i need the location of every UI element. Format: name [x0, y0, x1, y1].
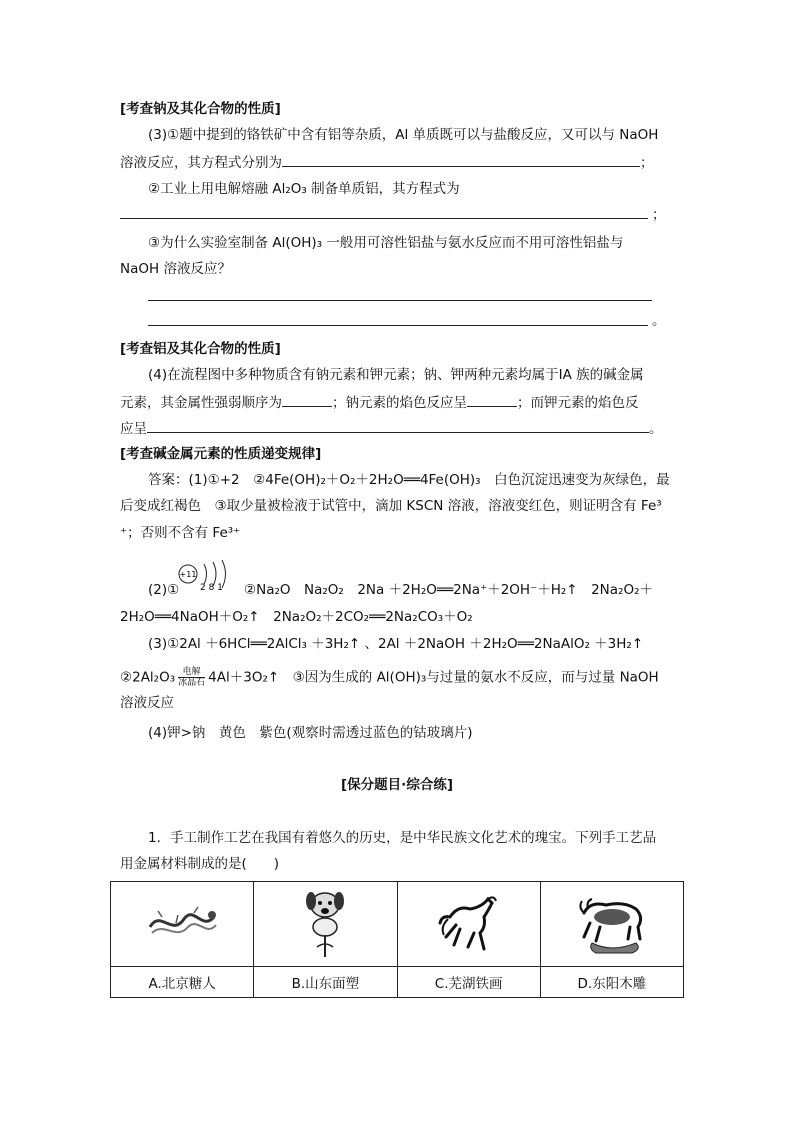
question-text: (3)①题中提到的铬铁矿中含有铝等杂质，Al 单质既可以与盐酸反应，又可以与 NaOH	[148, 127, 659, 143]
wood-carving-bull-image	[572, 887, 652, 957]
answer-text: ②Na₂O Na₂O₂ 2Na ＋2H₂O══2Na⁺＋2OH⁻＋H₂↑ 2Na₂O₂＋	[244, 582, 653, 598]
question-text: 1．手工制作工艺在我国有着悠久的历史，是中华民族文化艺术的瑰宝。下列手工艺品	[148, 830, 657, 846]
answer-text: 答案：(1)①+2 ②4Fe(OH)₂＋O₂＋2H₂O══4Fe(OH)₃ 白色沉淀迅速变为灰绿色，最	[148, 472, 670, 488]
answer-text: ⁺；否则不含有 Fe³⁺	[120, 525, 241, 541]
answer-blank[interactable]	[282, 392, 332, 407]
option-label[interactable]: D.东阳木雕	[540, 967, 683, 998]
electron-shell-arc	[204, 564, 207, 584]
option-label[interactable]: C.芜湖铁画	[397, 967, 540, 998]
section-heading: [保分题目·综合练]	[341, 777, 453, 793]
question-text: (4)在流程图中多种物质含有钠元素和钾元素；钠、钾两种元素均属于ⅠA 族的碱金属	[148, 367, 644, 383]
question-text: 应呈 。	[120, 418, 663, 438]
iron-horse-painting-image	[434, 887, 504, 957]
option-image-cell[interactable]	[397, 882, 540, 967]
answer-text: (3)①2Al ＋6HCl══2AlCl₃ ＋3H₂↑ 、2Al ＋2NaOH ＋2H₂O══2NaAlO₂ ＋3H₂↑	[148, 636, 644, 652]
answer-blank[interactable]	[467, 392, 517, 407]
answer-label: (2)①	[148, 582, 180, 598]
answer-line[interactable]	[148, 300, 652, 301]
section-heading: [考查铝及其化合物的性质]	[120, 341, 281, 357]
option-image-cell[interactable]	[540, 882, 683, 967]
option-image-cell[interactable]	[254, 882, 397, 967]
answer-text: ②2Al₂O₃ $\frac{\text{电解}}{\text{冰晶石}}$ 4Al＋3O₂↑ ③因为生成的 Al(OH)₃与过量的氨水不反应，而与过量 NaOH	[120, 667, 659, 688]
section-heading: [考查钠及其化合物的性质]	[120, 101, 281, 117]
answer-text: 后变成红褐色 ③取少量被检液于试管中，滴加 KSCN 溶液，溶液变红色，则证明含有 Fe³	[120, 498, 662, 514]
option-label[interactable]: B.山东面塑	[254, 967, 397, 998]
choices-table	[110, 881, 684, 998]
sugar-dragon-image	[142, 897, 222, 947]
answer-line[interactable]	[148, 325, 648, 326]
question-text: 溶液反应，其方程式分别为 ；	[120, 152, 654, 172]
question-text: 用金属材料制成的是( )	[120, 856, 280, 872]
answer-blank[interactable]	[147, 418, 649, 433]
answer-blank[interactable]	[282, 152, 640, 167]
question-text: ②工业上用电解熔融 Al₂O₃ 制备单质铝，其方程式为	[148, 181, 460, 197]
section-heading: [考查碱金属元素的性质递变规律]	[120, 446, 322, 462]
option-image-cell[interactable]	[111, 882, 254, 967]
answer-text: (4)钾>钠 黄色 紫色(观察时需透过蓝色的钴玻璃片)	[148, 725, 473, 741]
electron-counts: 2 8 1	[200, 583, 223, 593]
answer-text: 2H₂O══4NaOH＋O₂↑ 2Na₂O₂＋2CO₂══2Na₂CO₃＋O₂	[120, 609, 473, 625]
punctuation: ；	[652, 207, 666, 223]
nucleus-charge: +11	[179, 570, 197, 579]
question-text: ③为什么实验室制备 Al(OH)₃ 一般用可溶性铝盐与氨水反应而不用可溶性铝盐与	[148, 235, 624, 251]
answer-text: 溶液反应	[120, 695, 174, 711]
punctuation: 。	[652, 313, 666, 329]
option-label[interactable]: A.北京糖人	[111, 967, 254, 998]
sodium-atom-structure-diagram	[176, 560, 240, 606]
answer-line[interactable]	[120, 218, 648, 219]
reaction-condition: $\frac{\text{电解}}{\text{冰晶石}}$	[178, 667, 206, 688]
question-text: 元素，其金属性强弱顺序为 ；钠元素的焰色反应呈 ；而钾元素的焰色反	[120, 392, 639, 412]
question-text: NaOH 溶液反应？	[120, 261, 231, 277]
dough-figure-image	[295, 885, 355, 959]
